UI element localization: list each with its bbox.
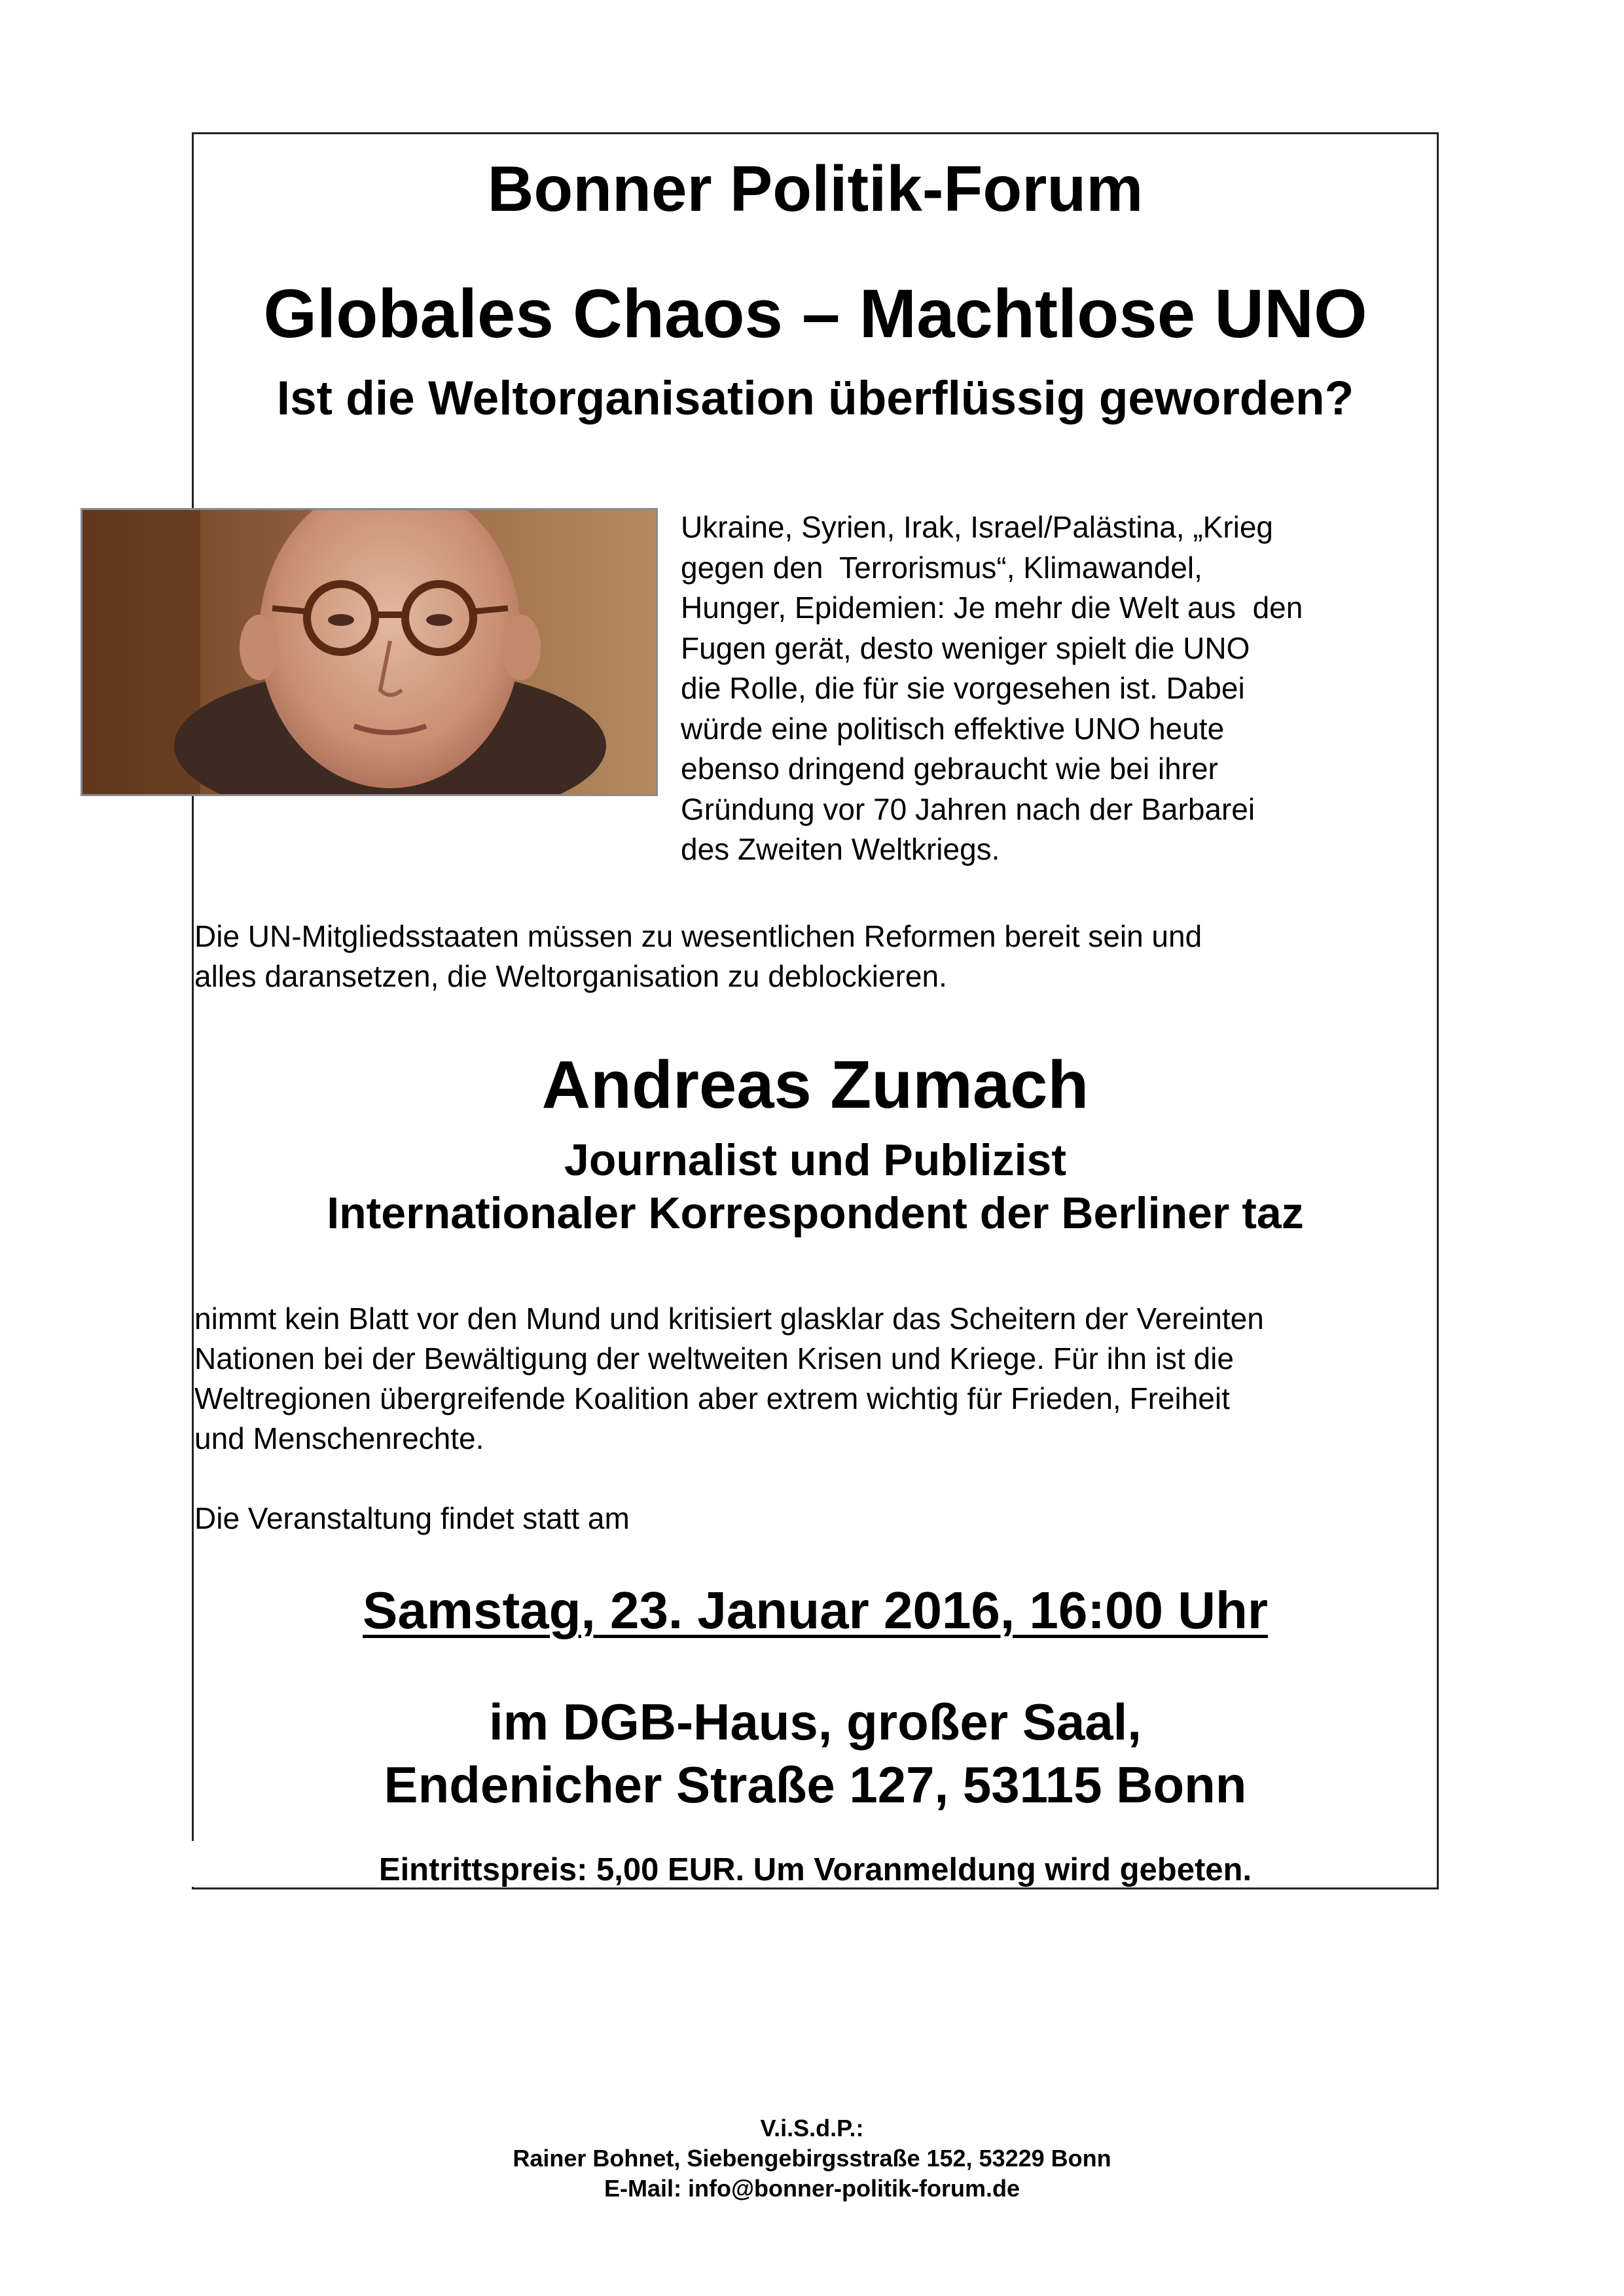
imprint-email: E-Mail: info@bonner-politik-forum.de <box>604 2175 1020 2202</box>
location-line: im DGB-Haus, großer Saal, <box>489 1693 1142 1751</box>
intro-line: Gründung vor 70 Jahren nach der Barbarei <box>681 792 1255 826</box>
bio-line: Weltregionen übergreifende Koalition aber extrem wichtig für Frieden, Freiheit <box>194 1381 1230 1415</box>
speaker-name: Andreas Zumach <box>541 1047 1089 1122</box>
imprint <box>0 2113 1624 2204</box>
intro-line: des Zweiten Weltkriegs. <box>681 832 1000 866</box>
event-subheadline: Ist die Weltorganisation überflüssig geworden? <box>276 372 1354 425</box>
location-line: Endenicher Straße 127, 53115 Bonn <box>384 1756 1247 1813</box>
speaker-roles <box>192 1134 1439 1240</box>
intro-line: Hunger, Epidemien: Je mehr die Welt aus den <box>681 591 1303 625</box>
reform-line: alles daransetzen, die Weltorganisation zu deblockieren. <box>194 959 947 993</box>
forum-title: Bonner Politik-Forum <box>487 153 1144 225</box>
bio-line: Nationen bei der Bewältigung der weltweiten Krisen und Kriege. Für ihn ist die <box>194 1341 1234 1376</box>
speaker-bio <box>194 1299 1432 1459</box>
bio-line: und Menschenrechte. <box>194 1421 484 1455</box>
speaker-photo <box>81 508 658 796</box>
reform-line: Die UN-Mitgliedsstaaten müssen zu wesentlichen Reformen bereit sein und <box>194 919 1202 953</box>
event-location <box>192 1690 1439 1816</box>
event-headline: Globales Chaos – Machtlose UNO <box>263 276 1367 352</box>
event-intro: Die Veranstaltung findet statt am <box>194 1501 630 1535</box>
intro-line: die Rolle, die für sie vorgesehen ist. Dabei <box>681 671 1245 705</box>
speaker-role: Internationaler Korrespondent der Berliner taz <box>327 1188 1304 1238</box>
speaker-role: Journalist und Publizist <box>564 1135 1066 1185</box>
intro-line: gegen den Terrorismus“, Klimawandel, <box>681 550 1202 585</box>
intro-paragraph <box>681 507 1440 870</box>
intro-line: würde eine politisch effektive UNO heute <box>681 711 1225 746</box>
event-date: Samstag, 23. Januar 2016, 16:00 Uhr <box>363 1581 1268 1639</box>
intro-line: Ukraine, Syrien, Irak, Israel/Palästina, „Krieg <box>681 510 1274 544</box>
bio-line: nimmt kein Blatt vor den Mund und kritisiert glasklar das Scheitern der Vereinten <box>194 1302 1264 1336</box>
imprint-address: Rainer Bohnet, Siebengebirgsstraße 152, 53229 Bonn <box>513 2145 1111 2172</box>
admission-price: Eintrittspreis: 5,00 EUR. Um Voranmeldung wird gebeten. <box>378 1852 1252 1887</box>
imprint-label: V.i.S.d.P.: <box>760 2115 864 2141</box>
intro-line: Fugen gerät, desto weniger spielt die UNO <box>681 630 1250 665</box>
reform-paragraph <box>194 917 1432 996</box>
intro-line: ebenso dringend gebraucht wie bei ihrer <box>681 752 1218 786</box>
